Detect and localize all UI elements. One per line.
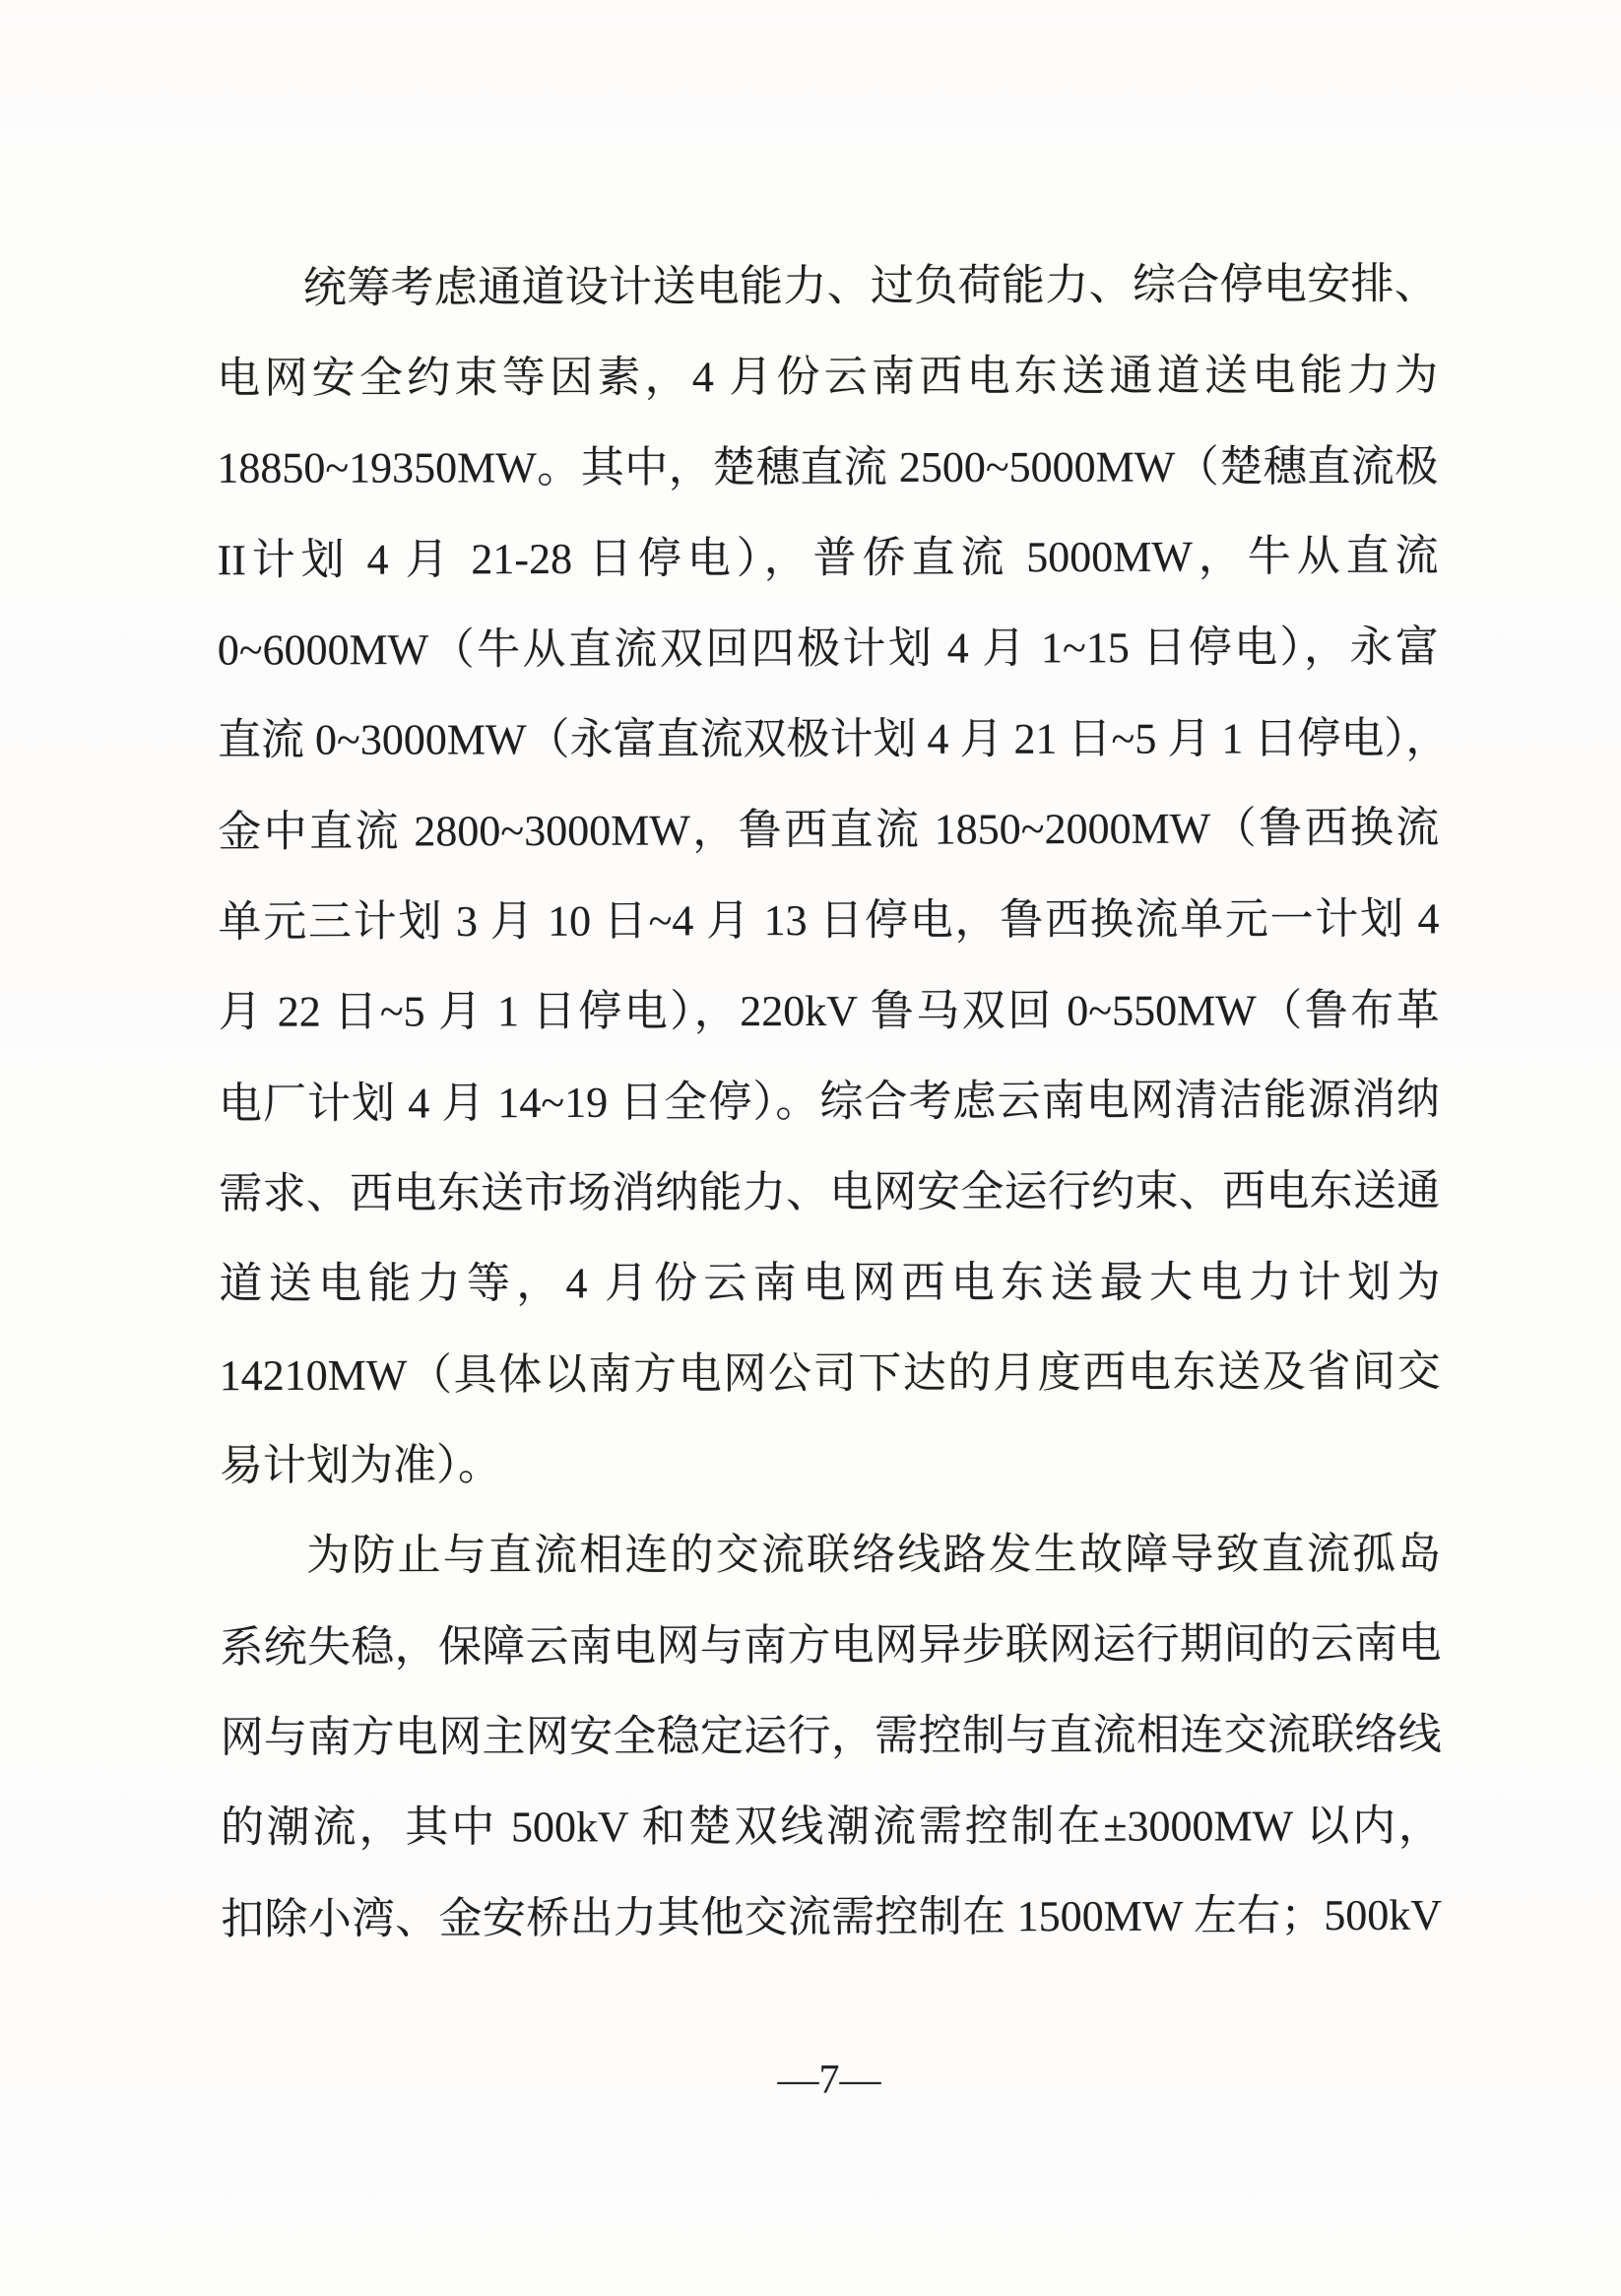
- text-line: 电厂计划 4 月 14~19 日全停）。综合考虑云南电网清洁能源消纳: [218, 1075, 1441, 1129]
- document-body: [217, 239, 1450, 1964]
- text-line: 电网安全约束等因素，4 月份云南西电东送通道送电能力为: [217, 351, 1439, 403]
- page-number: —7—: [777, 2058, 881, 2103]
- text-line: 金中直流 2800~3000MW，鲁西直流 1850~2000MW（鲁西换流: [218, 803, 1440, 857]
- text-line: 18850~19350MW。其中，楚穗直流 2500~5000MW（楚穗直流极: [217, 442, 1439, 492]
- text-line: 直流 0~3000MW（永富直流双极计划 4 月 21 日~5 月 1 日停电），: [218, 714, 1450, 764]
- text-line: 0~6000MW（牛从直流双回四极计划 4 月 1~15 日停电），永富: [217, 623, 1439, 675]
- text-line: 14210MW（具体以南方电网公司下达的月度西电东送及省间交: [219, 1346, 1441, 1401]
- text-line: 网与南方电网主网安全稳定运行，需控制与直流相连交流联络线: [220, 1710, 1442, 1762]
- text-line: 系统失稳，保障云南电网与南方电网异步联网运行期间的云南电: [220, 1618, 1442, 1673]
- text-line: 月 22 日~5 月 1 日停电），220kV 鲁马双回 0~550MW（鲁布革: [218, 986, 1440, 1036]
- text-line: 易计划为准）。: [219, 1440, 502, 1490]
- text-line: 道送电能力等，4 月份云南电网西电东送最大电力计划为: [219, 1258, 1441, 1308]
- text-line: 需求、西电东送市场消纳能力、电网安全运行约束、西电东送通: [219, 1166, 1441, 1218]
- text-line: 为防止与直流相连的交流联络线路发生故障导致直流孤岛: [306, 1530, 1442, 1580]
- text-line: 统筹考虑通道设计送电能力、过负荷能力、综合停电安排、: [302, 259, 1438, 312]
- text-line: II计划 4 月 21-28 日停电），普侨直流 5000MW，牛从直流: [217, 531, 1439, 585]
- text-line: 单元三计划 3 月 10 日~4 月 13 日停电，鲁西换流单元一计划 4: [218, 894, 1440, 947]
- text-line: 扣除小湾、金安桥出力其他交流需控制在 1500MW 左右；500kV: [221, 1890, 1443, 1944]
- text-line: 的潮流，其中 500kV 和楚双线潮流需控制在±3000MW 以内，: [220, 1802, 1442, 1852]
